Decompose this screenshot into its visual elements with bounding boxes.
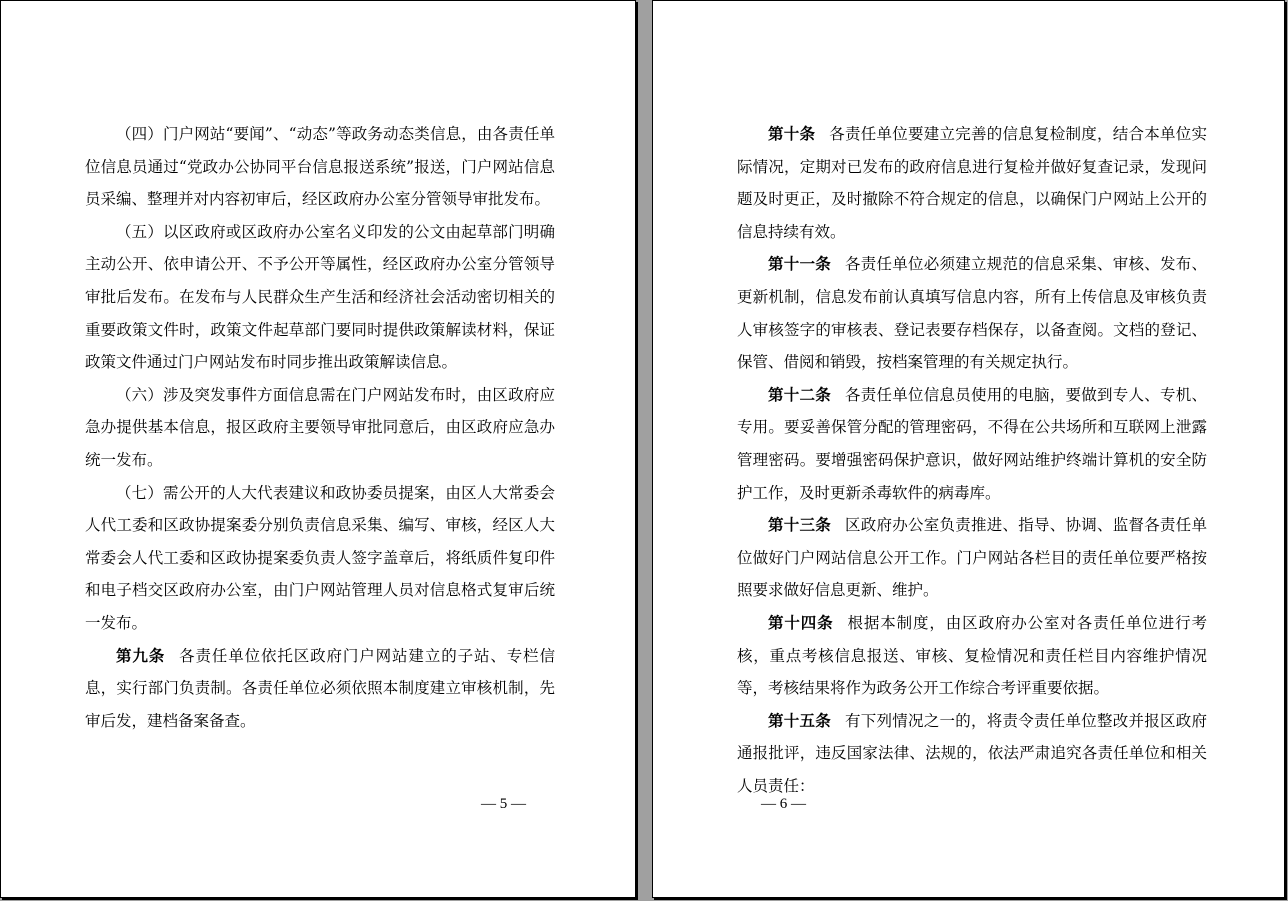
paragraph: （六）涉及突发事件方面信息需在门户网站发布时，由区政府应急办提供基本信息，报区政府主要领导审批同意后，由区政府应急办统一发布。	[85, 385, 555, 469]
article-heading: 第十二条	[768, 384, 832, 404]
paragraph: （四）门户网站“要闻”、“动态”等政务动态类信息，由各责任单位信息员通过“党政办公协同平台信息报送系统”报送，门户网站信息员采编、整理并对内容初审后，经区政府办公室分管领导审批发布。	[85, 125, 555, 209]
article-heading: 第十四条	[768, 612, 834, 632]
paragraph: 第十三条 区政府办公室负责推进、指导、协调、监督各责任单位做好门户网站信息公开工作。门户网站各栏目的责任单位要严格按照要求做好信息更新、维护。	[737, 515, 1207, 600]
paragraph: 第十四条 根据本制度，由区政府办公室对各责任单位进行考核，重点考核信息报送、审核、复检情况和责任栏目内容维护情况等，考核结果将作为政务公开工作综合考评重要依据。	[737, 612, 1207, 698]
paragraph: 第十五条 有下列情况之一的，将责令责任单位整改并报区政府通报批评，违反国家法律、法规的，依法严肃追究各责任单位和相关人员责任：	[737, 710, 1207, 795]
paragraph: 第十条 各责任单位要建立完善的信息复检制度，结合本单位实际情况，定期对已发布的政府信息进行复检并做好复查记录，发现问题及时更正，及时撤除不符合规定的信息，以确保门户网站上公开的信息持续有效。	[737, 124, 1207, 241]
document-page-5	[0, 0, 636, 898]
page-number: — 6 —	[761, 796, 806, 812]
page-body	[737, 118, 1207, 802]
article-heading: 第十三条	[768, 515, 832, 535]
document-page-6	[652, 0, 1285, 898]
paragraph: （五）以区政府或区政府办公室名义印发的公文由起草部门明确主动公开、依申请公开、不予公开等属性，经区政府办公室分管领导审批后发布。在发布与人民群众生产生活和经济社会活动密切相关的重要政策文件时，政策文件起草部门要同时提供政策解读材料，保证政策文件通过门户网站发布时同步推出政策解读信息。	[85, 222, 555, 372]
paragraph: （七）需公开的人大代表建议和政协委员提案，由区人大常委会人代工委和区政协提案委分别负责信息采集、编写、审核，经区人大常委会人代工委和区政协提案委负责人签字盖章后，将纸质件复印件和电子档交区政府办公室，由门户网站管理人员对信息格式复审后统一发布。	[85, 483, 555, 632]
paragraph: 第九条 各责任单位依托区政府门户网站建立的子站、专栏信息，实行部门负责制。各责任单位必须依照本制度建立审核机制，先审后发，建档备案备查。	[85, 645, 555, 730]
article-heading: 第九条	[116, 645, 166, 665]
page-body	[85, 118, 555, 737]
paragraph: 第十二条 各责任单位信息员使用的电脑，要做到专人、专机、专用。要妥善保管分配的管理密码，不得在公共场所和互联网上泄露管理密码。要增强密码保护意识，做好网站维护终端计算机的安全防护工作，及时更新杀毒软件的病毒库。	[737, 384, 1207, 502]
article-heading: 第十一条	[768, 254, 832, 274]
article-heading: 第十条	[768, 124, 816, 143]
paragraph: 第十一条 各责任单位必须建立规范的信息采集、审核、发布、更新机制，信息发布前认真填写信息内容，所有上传信息及审核负责人审核签字的审核表、登记表要存档保存，以备查阅。文档的登记、保管、借阅和销毁，按档案管理的有关规定执行。	[737, 254, 1207, 372]
page-number: — 5 —	[481, 796, 526, 812]
article-heading: 第十五条	[768, 710, 832, 730]
